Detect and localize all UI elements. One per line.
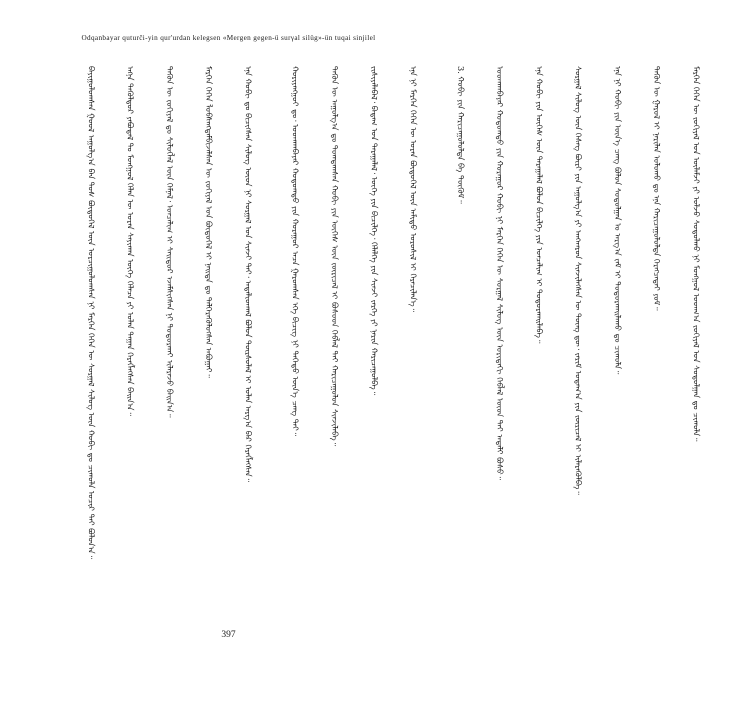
section-heading: 3. ᠬᠤᠪᠢ ᠶᠢᠨ ᠬᠠᠷᠢᠴᠠᠭᠤᠯᠤᠯᠲᠠ ᠪᠠ ᠳᠦᠭᠦᠮ᠃: [455, 66, 466, 204]
paragraph: ᠮᠡᠷᠭᠡᠨ ᠭᠡᠭᠡᠨ ᠯᠤᠪᠰᠠᠩᠳᠠᠮᠪᠢᠵᠠᠯᠰᠠᠨ ᠦ ᠵᠣᠬᠢᠶᠠᠯ ᠤᠨ ᠪᠦᠲᠦᠭᠡᠯ ᠢ ᠨᠡᠢᠲᠡ ᠳᠤ ᠳᠡᠯᠭᠡᠷᠡᠭᠦᠯᠦᠭᠰᠡᠨ ᠠᠪᠤᠭᠠᠢ᠃: [204, 66, 215, 378]
paragraph: ᠡᠨᠡ ᠬᠤᠪᠢ ᠳᠤ ᠪᠢᠴᠢᠭᠰᠡᠨ ᠰᠢᠯᠦᠭ ᠦᠳ ᠨᠢ ᠰᠤᠷᠭᠠᠯ ᠤᠨ ᠰᠢᠨᠵᠢ ᠲᠠᠢ᠂ ᠠᠳᠠᠯᠢᠳᠬᠠᠯ ᠪᠣᠯᠤᠨ ᠳᠦᠷᠰᠦᠯᠡᠯ ᠢ ᠣᠯᠠᠨ ᠠᠷᠭ᠎ᠠ ᠪᠠᠷ ᠬᠡᠷᠡᠭᠯᠡᠭᠰᠡᠨ᠃: [243, 66, 254, 483]
paragraph: ᠲᠡᠭᠦᠨ ᠦ ᠵᠣᠬᠢᠶᠠᠯ ᠳᠤ ᠰᠢᠯᠦᠭᠯᠡᠯ ᠦᠨ ᠬᠡᠮᠨᠡᠯ᠂ ᠣᠨᠴᠠᠯᠢᠭ ᠢ ᠰᠠᠢᠳᠤᠷ ᠡᠵᠡᠮᠰᠢᠭᠰᠡᠨ ᠨᠢ ᠲᠣᠳᠣᠷᠬᠠᠢ ᠢᠯᠡᠷᠡᠵᠦ ᠪᠠᠢᠨ᠎ᠠ᠃: [164, 66, 175, 418]
vertical-mongolian-text: [58, 66, 729, 606]
paragraph: ᠰᠤᠷᠭᠠᠯ ᠰᠢᠯᠦᠭ ᠦᠨ ᠬᠡᠰᠡᠭ ᠪᠦᠷᠢ ᠶᠢᠨ ᠠᠭᠤᠯᠭ᠎ᠠ ᠶᠢ ᠠᠩᠬᠠᠷᠤᠨ ᠰᠢᠨᠵᠢᠯᠡᠭᠰᠡᠨ ᠦ ᠳᠦᠩ ᠳᠦ᠂ ᠵᠠᠷᠢᠮ ᠤᠳᠠᠭ᠎ᠠ ᠶᠢᠨ ᠵᠥᠷᠢᠴᠡᠯ ᠢ ᠢᠯᠡᠷᠡᠭᠦᠯᠪᠡ᠃: [573, 66, 584, 495]
paragraph: ᠵᠢᠱᠢᠶᠡᠯᠡᠪᠡᠯ᠂ ᠪᠠᠳᠠᠭ ᠤᠨ ᠳᠠᠷᠠᠭᠠᠯᠠᠯ᠂ ᠦᠭᠡ ᠶᠢᠨ ᠪᠢᠴᠢᠯᠭᠡ᠂ ᠬᠡᠯᠡᠯᠭᠡ ᠶᠢᠨ ᠰᠢᠨᠵᠢ ᠵᠡᠷᠭᠡ ᠶᠢ ᠨᠠᠷᠢᠨ ᠬᠠᠷᠢᠴᠠᠭᠤᠯᠪᠠ᠃: [369, 66, 380, 396]
body-text-block: [58, 66, 702, 606]
page-number: 397: [221, 630, 236, 640]
paragraph: ᠡᠨᠡ ᠨᠢ ᠮᠡᠷᠭᠡᠨ ᠭᠡᠭᠡᠨ ᠦ ᠤᠷᠠᠨ ᠪᠦᠲᠦᠭᠡᠯ ᠦᠨ ᠠᠮᠢᠳᠤ ᠣᠷᠣᠰᠢᠯ ᠢ ᠭᠡᠷᠡᠴᠢᠯᠡᠨ᠎ᠡ᠃: [408, 66, 419, 313]
paragraph: ᠲᠡᠭᠦᠨ ᠦ ᠠᠭᠤᠯᠭ᠎ᠠ ᠳᠤ ᠲᠣᠭᠲᠠᠭᠰᠠᠨ ᠬᠤᠪᠢ ᠶᠢᠨ ᠦᠭᠡᠰ ᠦᠨ ᠵᠥᠷᠢᠴᠡᠯ ᠢ ᠪᠤᠰᠤᠳ ᠬᠡᠪᠯᠡᠯ ᠲᠡᠢ ᠬᠠᠷᠢᠴᠠᠭᠤᠯᠤᠨ ᠰᠢᠨᠵᠢᠯᠡᠪᠡ᠃: [329, 66, 340, 447]
paragraph: ᠪᠠᠶᠢᠭᠤᠯᠤᠭᠰᠠᠨ ᠭᠣᠣᠯ ᠠᠭᠤᠯᠭ᠎ᠠ ᠪᠡᠨ ᠲᠤᠰ ᠪᠦᠲᠦᠭᠡᠯ ᠦᠨ ᠣᠷᠴᠢᠭᠤᠯᠤᠭᠰᠠᠨ ᠨᠢ ᠮᠡᠷᠭᠡᠨ ᠭᠡᠭᠡᠨ ᠦ ᠰᠤᠷᠭᠠᠯ ᠰᠢᠯᠦᠭ ᠦᠨ ᠬᠤᠪᠢ ᠳᠤ ᠴᠢᠬᠤᠯᠠ ᠤᠴᠢᠷ ᠲᠠᠢ ᠪᠣᠯᠤᠨ᠎ᠠ᠃: [86, 66, 97, 560]
running-header: Odqanbayar quturči-yin qur'urdan kelegsen «Mergen gegen-ü surγal silüg»-ün tuqai sinjilel: [81, 34, 376, 42]
paragraph: ᠲᠡᠭᠦᠨ ᠦ ᠭᠠᠷᠤᠯ ᠢ ᠨᠠᠷᠢᠯᠠᠨ ᠤᠯᠤᠬᠤ ᠳᠤ ᠡᠨᠡ ᠬᠠᠷᠢᠴᠠᠭᠤᠯᠤᠯᠲᠠ ᠬᠡᠷᠡᠭᠴᠡᠲᠡᠢ ᠶᠤᠮ᠃: [652, 66, 663, 311]
paragraph: ᠮᠡᠷᠭᠡᠨ ᠭᠡᠭᠡᠨ ᠦ ᠵᠣᠬᠢᠶᠠᠯ ᠤᠨ ᠦᠯᠡᠮᠵᠢ ᠶᠢ ᠣᠯᠵᠤ ᠰᠣᠳᠤᠯᠬᠤ ᠨᠢ ᠮᠣᠩᠭᠣᠯ ᠤᠳᠬ᠎ᠠ ᠵᠣᠬᠢᠶᠠᠯ ᠤᠨ ᠰᠣᠳᠤᠯᠭᠠᠨ ᠳᠤ ᠴᠢᠬᠤᠯᠠ᠃: [691, 66, 702, 442]
paragraph: ᠣᠳᠬᠠᠨᠪᠠᠶᠠᠷ ᠬᠤᠲᠤᠭᠲᠤ ᠶᠢᠨ ᠬᠤᠷᠠᠭᠤᠷ ᠬᠤᠪᠢ ᠨᠢ ᠮᠡᠷᠭᠡᠨ ᠭᠡᠭᠡᠨ ᠦ ᠰᠤᠷᠭᠠᠯ ᠰᠢᠯᠦᠭ ᠦᠨ ᠤᠷᠢᠳᠠᠬᠢ ᠬᠡᠪᠯᠡᠯ ᠦᠳ ᠲᠡᠢ ᠠᠳᠠᠯᠢ ᠪᠤᠰᠤ᠃: [495, 66, 506, 481]
paragraph: ᠡᠨᠡ ᠬᠤᠪᠢ ᠶᠢᠨ ᠦᠭᠡᠰ ᠦᠨ ᠳᠠᠷᠠᠭᠠᠯᠠᠯ ᠪᠣᠯᠤᠨ ᠪᠢᠴᠢᠯᠭᠡ ᠶᠢᠨ ᠣᠨᠴᠠᠯᠢᠭ ᠢ ᠲᠣᠳᠣᠷᠬᠠᠢᠯᠠᠪᠠ᠃: [534, 66, 545, 344]
paragraph: ᠡᠩᠨᠡ ᠲᠡᠭᠦᠯᠳᠦᠷ ᠶᠠᠪᠤᠳᠠᠯ ᠲᠤ ᠮᠣᠩᠭᠣᠯ ᠬᠡᠯᠡᠨ ᠦ ᠤᠷᠠᠨ ᠰᠠᠶᠢᠬᠠᠨ ᠦᠭᠡ ᠬᠡᠯᠡᠴᠡ ᠶᠢ ᠣᠯᠠᠨ ᠲᠠᠭᠠᠨ ᠬᠡᠷᠡᠭᠯᠡᠭᠰᠡᠨ ᠪᠠᠢᠨ᠎ᠠ᠃: [125, 66, 136, 417]
paragraph: ᠬᠤᠷᠢᠶᠠᠩᠭᠤᠢ ᠳᠤ᠂ ᠣᠳᠬᠠᠨᠪᠠᠶᠠᠷ ᠬᠤᠲᠤᠭᠲᠤ ᠶᠢᠨ ᠬᠤᠷᠠᠭᠤᠷ ᠠᠴᠠ ᠭᠠᠷᠤᠭᠰᠠᠨ ᠡᠬᠡ ᠪᠢᠴᠢᠭ ᠨᠢ ᠳᠡᠭᠡᠳᠦ ᠦᠨ᠎ᠡ ᠴᠡᠨᠭ ᠲᠠᠢ᠃: [290, 66, 301, 437]
paragraph: ᠡᠨᠡ ᠨᠢ ᠬᠤᠪᠢ ᠶᠢᠨ ᠦᠨ᠎ᠡ ᠴᠡᠨᠭ ᠪᠣᠯᠤᠨ ᠰᠤᠳᠤᠯᠭᠠᠨ ᠤ ᠠᠷᠭ᠎ᠠ ᠵᠠᠮ ᠢ ᠲᠣᠳᠤᠷᠬᠠᠢᠯᠠᠬᠤ ᠳᠤ ᠴᠢᠬᠤᠯᠠ᠃: [612, 66, 623, 375]
